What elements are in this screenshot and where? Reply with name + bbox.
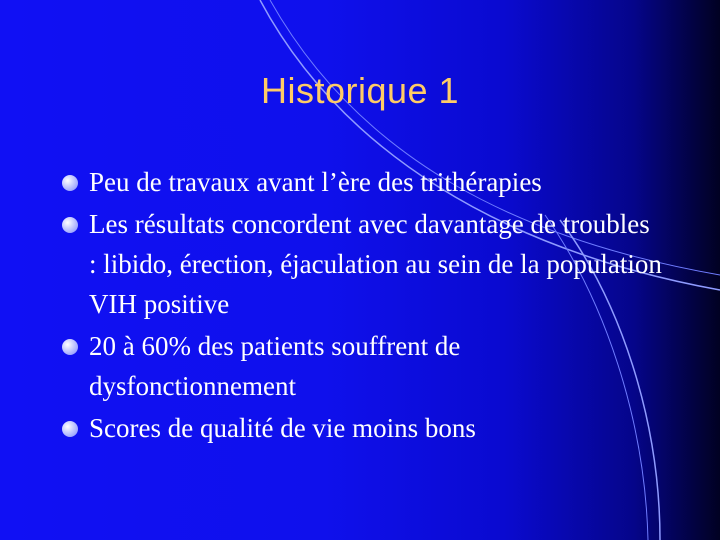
bullet-text: Peu de travaux avant l’ère des trithérapies: [89, 167, 542, 197]
bullet-item: [62, 204, 662, 324]
bullet-icon: [62, 339, 78, 355]
bullet-text: Scores de qualité de vie moins bons: [89, 413, 476, 443]
bullet-icon: [62, 175, 78, 191]
bullet-list: [62, 162, 662, 450]
bullet-text: Les résultats concordent avec davantage de troubles : libido, érection, éjaculation au sein de la population VIH positive: [89, 209, 662, 319]
bullet-item: [62, 408, 662, 448]
bullet-icon: [62, 421, 78, 437]
bullet-text: 20 à 60% des patients souffrent de dysfonctionnement: [89, 331, 461, 401]
bullet-icon: [62, 217, 78, 233]
bullet-item: [62, 162, 662, 202]
slide-title: Historique 1: [260, 70, 460, 111]
bullet-item: [62, 326, 662, 406]
